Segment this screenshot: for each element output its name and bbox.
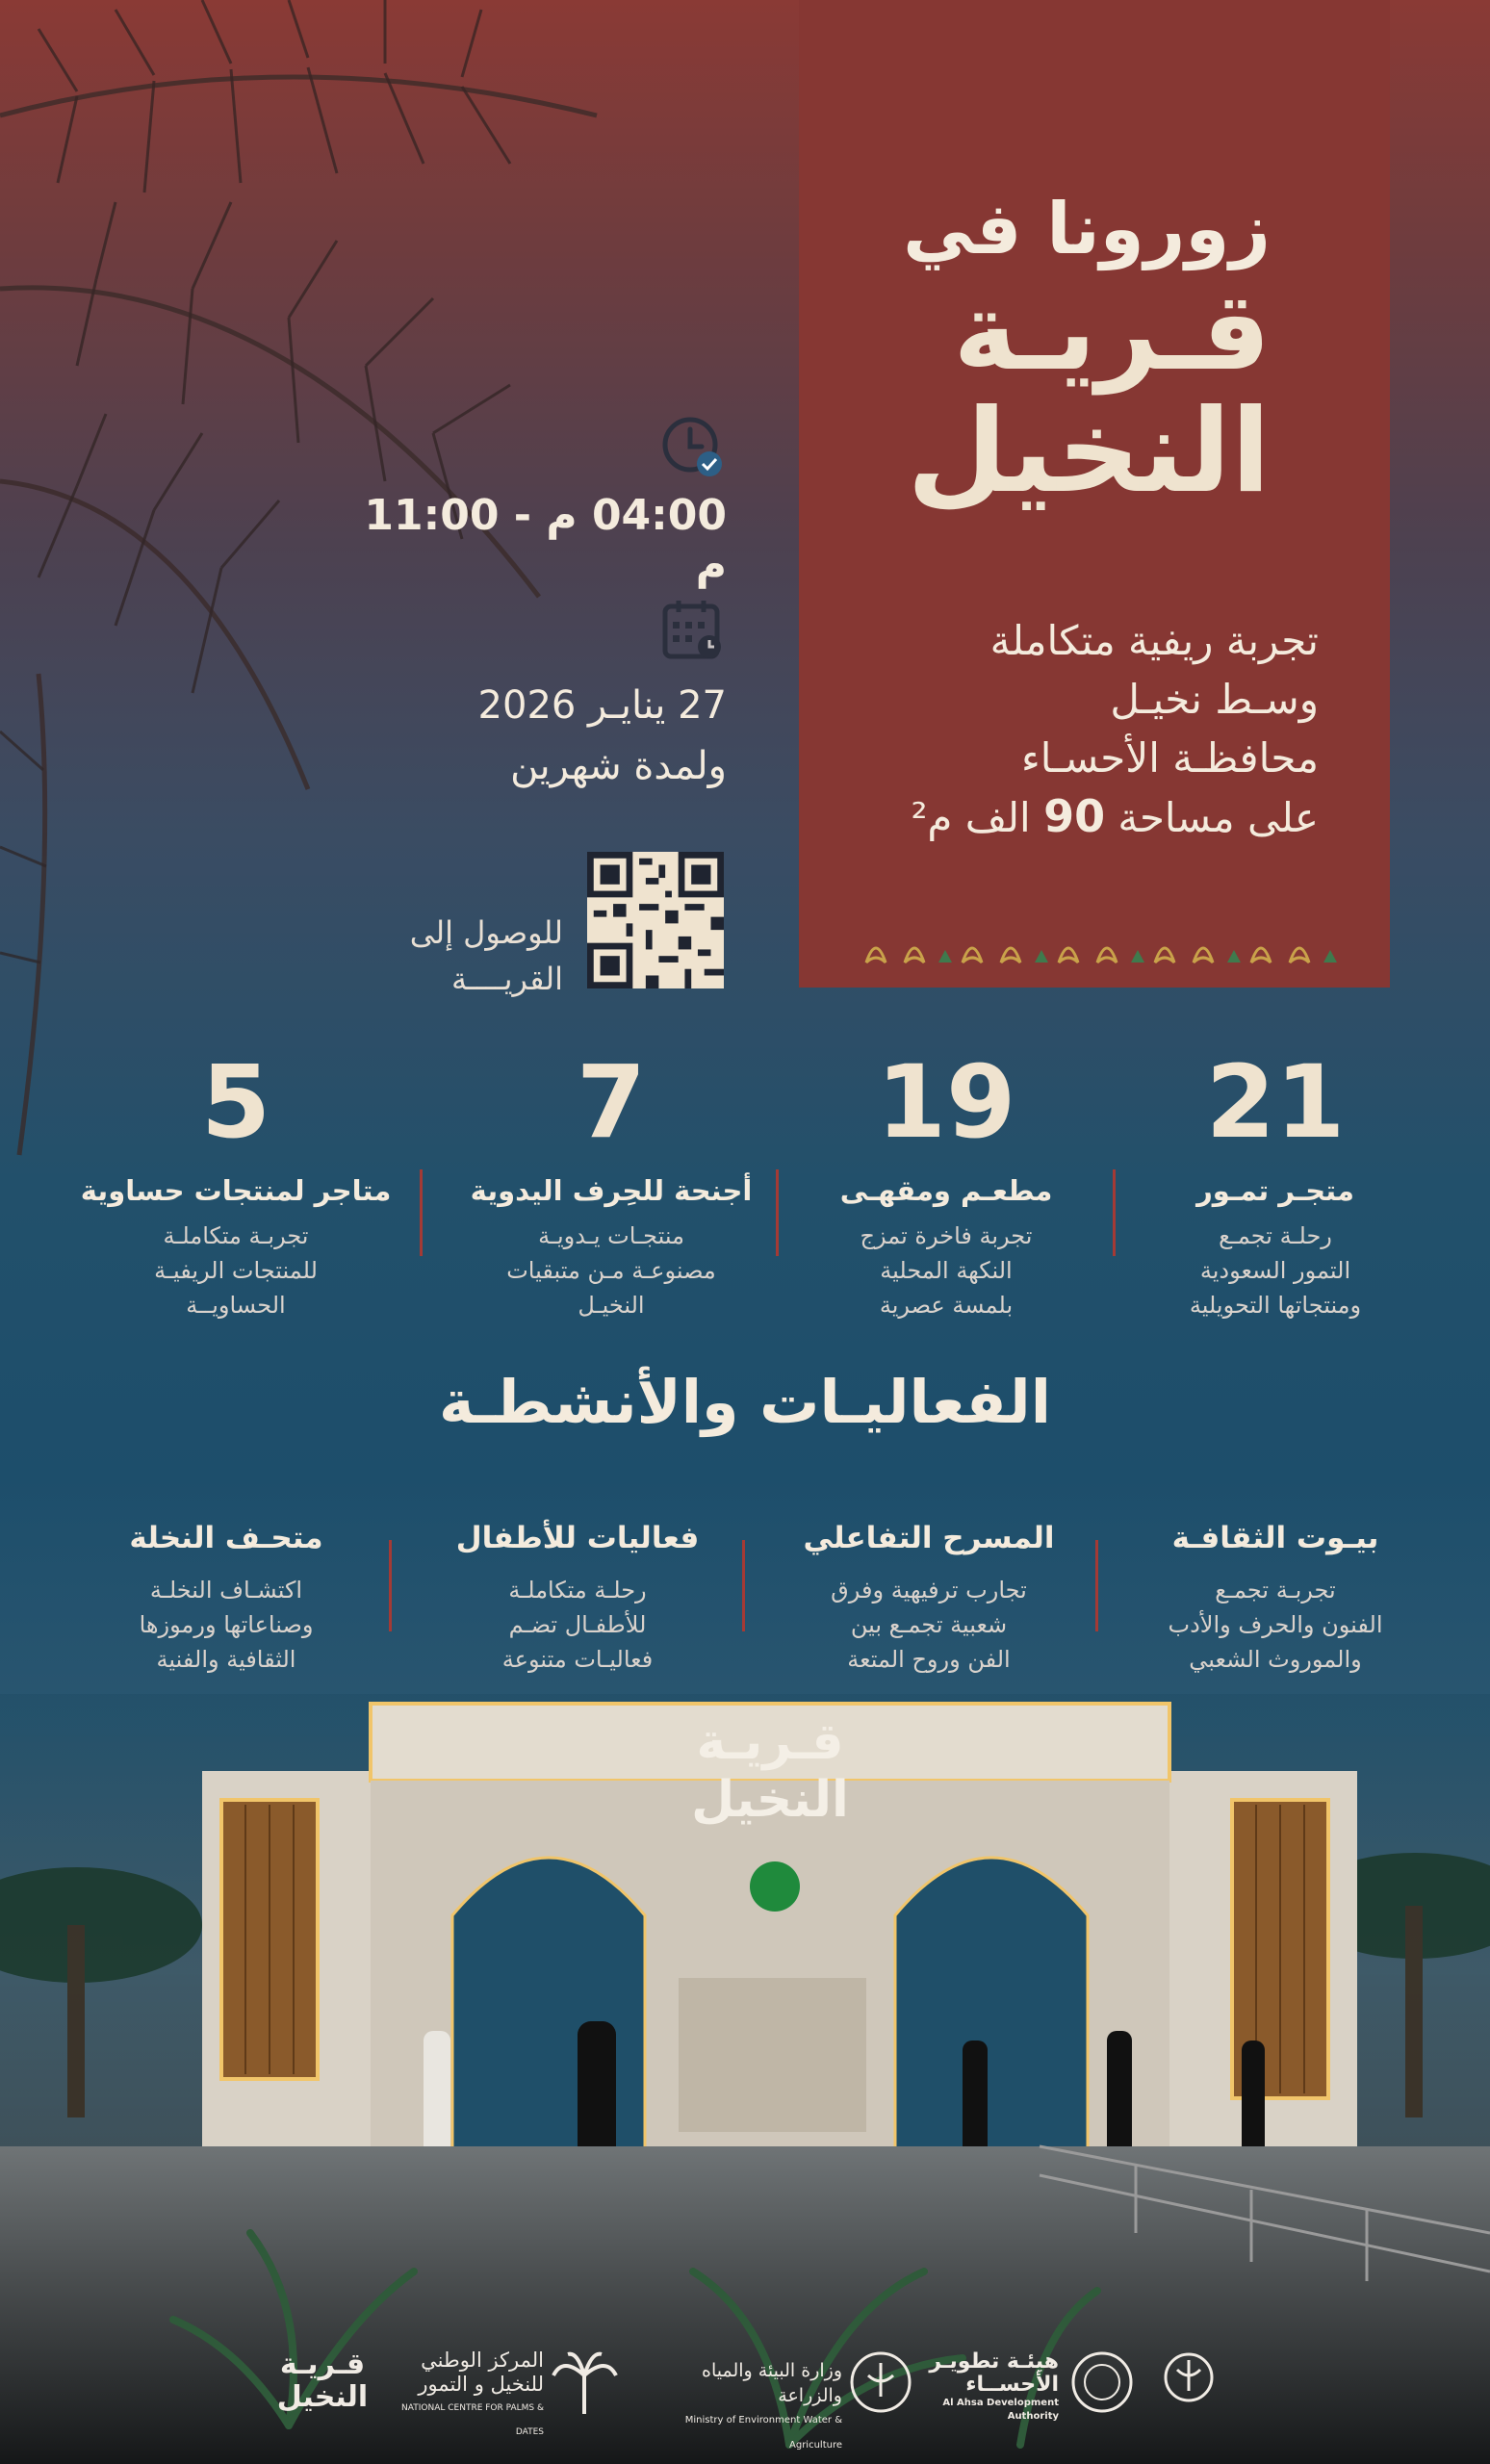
- authority-name: [924, 2350, 1059, 2424]
- event-desc: [67, 1573, 385, 1677]
- event-desc-line: للأطفـال تضـم: [508, 1611, 647, 1638]
- village-footer-logo-line1: قـريـة: [279, 2348, 366, 2381]
- event-title: متحـف النخلة: [129, 1521, 323, 1555]
- authority-name-en: Al Ahsa Development Authority: [942, 2398, 1059, 2422]
- qr-label-line2: القريــــة: [450, 961, 563, 997]
- stat-crafts: [452, 1043, 770, 1322]
- divider: [776, 1169, 779, 1256]
- stat-desc-line: تجربـة متكاملـة: [163, 1222, 309, 1249]
- palm-fronds-decoration: [0, 0, 866, 1203]
- event-desc-line: رحلـة متكاملـة: [508, 1577, 647, 1604]
- stat-desc-line: التمور السعودية: [1199, 1257, 1351, 1284]
- stat-desc-line: ومنتجاتها التحويلية: [1189, 1292, 1362, 1319]
- stat-desc-line: رحلـة تجمـع: [1219, 1222, 1332, 1249]
- divider: [420, 1169, 423, 1256]
- stat-desc-line: للمنتجات الريفيـة: [154, 1257, 318, 1284]
- stat-number: 7: [576, 1043, 647, 1161]
- palms-centre-name: [395, 2348, 544, 2445]
- stat-dates-stores: [1117, 1043, 1434, 1322]
- duration: ولمدة شهرين: [510, 744, 727, 788]
- gate-sign-line2: النخيل: [691, 1771, 849, 1829]
- eastern-province-emblem-icon: [1160, 2348, 1218, 2416]
- tagline-line4: [847, 787, 1319, 847]
- event-desc-line: شعبية تجمـع بين: [850, 1611, 1008, 1638]
- leaf-ornament: [857, 929, 1338, 967]
- stat-desc-line: النكهة المحلية: [880, 1257, 1013, 1284]
- start-date: 27 ينايـر 2026: [477, 683, 727, 728]
- event-interactive-theater: [770, 1521, 1088, 1677]
- area-suffix: الف م²: [911, 794, 1044, 841]
- event-desc-line: الفن وروح المتعة: [847, 1646, 1011, 1673]
- stat-desc-line: النخيـل: [578, 1292, 645, 1319]
- divider: [389, 1540, 392, 1631]
- calendar-icon: [659, 597, 727, 664]
- qr-label-line1: للوصول إلى: [409, 914, 563, 951]
- stat-title: متجـر تمـور: [1196, 1174, 1354, 1207]
- palms-centre-ar-line2: للنخيل و التمور: [418, 2373, 544, 2396]
- palms-centre-ar-line1: المركز الوطني: [421, 2348, 544, 2372]
- ministry-name-ar: وزارة البيئة والمياه والزراعة: [702, 2360, 842, 2406]
- stat-desc: [1117, 1219, 1434, 1322]
- area-number: 90: [1043, 790, 1106, 842]
- tagline-line3: محافظـة الأحسـاء: [1020, 734, 1319, 782]
- village-logo-line2: النخيل: [907, 385, 1271, 519]
- event-desc-line: تجربـة تجمـع: [1215, 1577, 1336, 1604]
- stat-desc-line: مصنوعـة مـن متبقيات: [506, 1257, 716, 1284]
- ministry-name: [635, 2358, 842, 2458]
- event-desc-line: فعاليـات متنوعة: [501, 1646, 654, 1673]
- ministry-name-en: Ministry of Environment Water & Agriculture: [684, 2415, 842, 2451]
- ministry-emblem-icon: [847, 2348, 914, 2416]
- gate-sign-line1: قـريـة: [696, 1713, 844, 1771]
- event-palm-museum: [67, 1521, 385, 1677]
- qr-label: [371, 910, 563, 1002]
- footer-logos: [0, 2329, 1490, 2451]
- event-culture-houses: [1117, 1521, 1434, 1677]
- event-desc-line: الثقافية والفنية: [156, 1646, 296, 1673]
- village-footer-logo: [270, 2348, 375, 2414]
- stat-desc-line: تجربة فاخرة تمزج: [860, 1222, 1033, 1249]
- authority-name-ar-line2: الأحســاء: [965, 2373, 1059, 2397]
- event-title: بيـوت الثقافـة: [1171, 1521, 1379, 1555]
- stat-number: 21: [1205, 1043, 1346, 1161]
- qr-code[interactable]: [587, 852, 724, 988]
- event-desc-line: وصناعاتها ورموزها: [139, 1611, 314, 1638]
- event-desc-line: والموروث الشعبي: [1189, 1646, 1362, 1673]
- stat-title: أجنحة للحِرف اليدوية: [470, 1174, 753, 1207]
- stat-restaurants: [787, 1043, 1105, 1322]
- authority-name-ar-line1: هيئـة تطويـر: [929, 2349, 1059, 2374]
- stat-desc: [787, 1219, 1105, 1322]
- stat-title: متاجر لمنتجات حساوية: [80, 1174, 392, 1207]
- al-ahsa-authority-emblem-icon: [1068, 2348, 1136, 2416]
- stat-number: 19: [876, 1043, 1016, 1161]
- event-desc-line: الفنون والحرف والأدب: [1168, 1611, 1383, 1638]
- stat-title: مطعـم ومقهـى: [839, 1174, 1053, 1207]
- event-title: فعاليات للأطفال: [455, 1521, 700, 1555]
- divider: [742, 1540, 745, 1631]
- event-desc: [770, 1573, 1088, 1677]
- stat-desc: [452, 1219, 770, 1322]
- stat-desc-line: بلمسة عصرية: [879, 1292, 1014, 1319]
- clock-icon: [659, 414, 727, 481]
- event-desc-line: اكتشـاف النخلـة: [149, 1577, 303, 1604]
- stat-desc-line: الحساويــة: [186, 1292, 286, 1319]
- stat-desc-line: منتجـات يـدويـة: [538, 1222, 684, 1249]
- divider: [1095, 1540, 1098, 1631]
- gate-sign: [664, 1713, 876, 1829]
- palms-centre-en: NATIONAL CENTRE FOR PALMS & DATES: [401, 2403, 544, 2437]
- stat-local-products: [77, 1043, 395, 1322]
- event-title: المسرح التفاعلي: [803, 1521, 1055, 1555]
- tagline-line1: تجربة ريفية متكاملة: [989, 617, 1319, 664]
- opening-hours: 04:00 م - 11:00 م: [364, 491, 727, 589]
- village-logo-line1: قـريـة: [953, 270, 1271, 395]
- event-desc: [1117, 1573, 1434, 1677]
- tagline: [847, 611, 1319, 847]
- area-prefix: على مساحة: [1105, 794, 1319, 841]
- event-desc: [419, 1573, 736, 1677]
- visit-title: زورونا في: [903, 188, 1271, 270]
- event-desc-line: تجارب ترفيهية وفرق: [831, 1577, 1027, 1604]
- divider: [1113, 1169, 1116, 1256]
- stat-number: 5: [200, 1043, 271, 1161]
- event-kids-activities: [419, 1521, 736, 1677]
- tagline-line2: وسـط نخيـل: [1110, 676, 1319, 723]
- events-heading: الفعاليـات والأنشطـة: [439, 1367, 1051, 1437]
- stat-desc: [77, 1219, 395, 1322]
- village-footer-logo-line2: النخيل: [276, 2380, 369, 2414]
- palm-tree-icon: [549, 2347, 621, 2419]
